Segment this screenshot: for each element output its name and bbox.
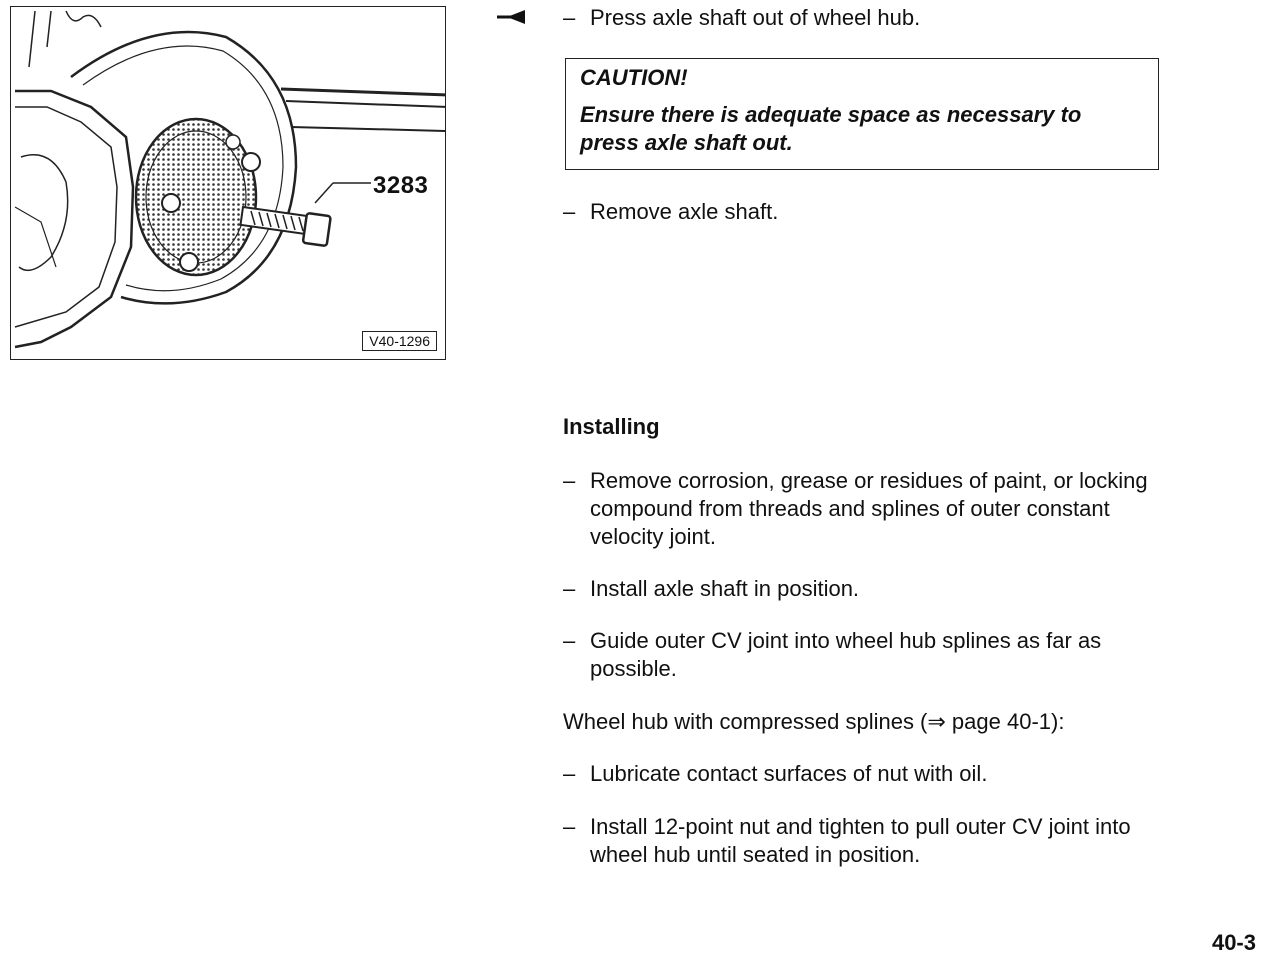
removal-step-1 bbox=[563, 4, 1163, 32]
step-text: Lubricate contact surfaces of nut with oil. bbox=[590, 761, 988, 786]
step-dash: – bbox=[563, 199, 576, 224]
section-heading-installing: Installing bbox=[563, 414, 660, 439]
figure-code: V40-1296 bbox=[362, 331, 437, 351]
step-text: Guide outer CV joint into wheel hub splines as far as possible. bbox=[590, 628, 1102, 681]
step-text: Install axle shaft in position. bbox=[590, 576, 860, 601]
install-step-2 bbox=[563, 575, 1163, 603]
install-step-5 bbox=[563, 813, 1163, 869]
step-text: Install 12-point nut and tighten to pull outer CV joint into wheel hub until seated in position. bbox=[590, 814, 1131, 867]
caution-box bbox=[565, 58, 1159, 170]
caution-text: Ensure there is adequate space as necessary to press axle shaft out. bbox=[580, 102, 1082, 155]
step-dash: – bbox=[563, 814, 576, 839]
install-step-3 bbox=[563, 627, 1143, 683]
page-number: 40-3 bbox=[1211, 930, 1256, 955]
removal-step-2 bbox=[563, 198, 1163, 226]
step-dash: – bbox=[563, 468, 576, 493]
install-step-4 bbox=[563, 760, 1163, 788]
caution-title: CAUTION! bbox=[580, 65, 688, 90]
step-text: Remove axle shaft. bbox=[590, 199, 779, 224]
illustration-figure bbox=[10, 6, 446, 360]
step-text: Press axle shaft out of wheel hub. bbox=[590, 5, 921, 30]
arrow-pointer-icon bbox=[497, 10, 527, 24]
compressed-splines-note: Wheel hub with compressed splines (⇒ page 40-1): bbox=[563, 709, 1065, 734]
step-dash: – bbox=[563, 628, 576, 653]
step-dash: – bbox=[563, 576, 576, 601]
step-text: Remove corrosion, grease or residues of paint, or locking compound from threads and splines of outer constant velocity joint. bbox=[590, 468, 1148, 549]
install-step-1 bbox=[563, 467, 1153, 551]
step-dash: – bbox=[563, 761, 576, 786]
step-dash: – bbox=[563, 5, 576, 30]
tool-callout-label: 3283 bbox=[373, 172, 429, 199]
